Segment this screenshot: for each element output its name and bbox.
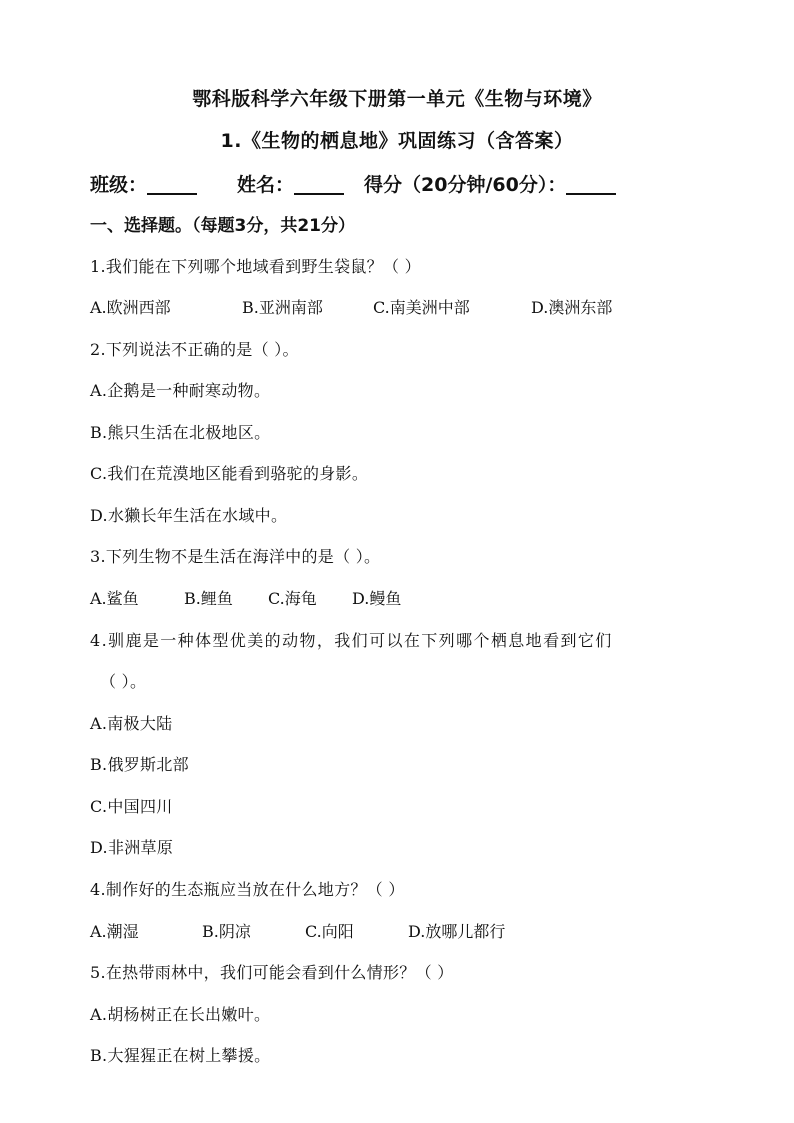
page-title: 鄂科版科学六年级下册第一单元《生物与环境》 bbox=[192, 88, 602, 110]
option: C.海龟 bbox=[268, 589, 317, 608]
option: A.潮湿 bbox=[90, 922, 139, 941]
option: C.中国四川 bbox=[90, 797, 173, 816]
score-blank bbox=[566, 175, 616, 195]
option: A.企鹅是一种耐寒动物。 bbox=[90, 381, 271, 400]
option: D.水獭长年生活在水域中。 bbox=[90, 506, 288, 525]
option: A.欧洲西部 bbox=[90, 298, 171, 317]
question-stem: 4.驯鹿是一种体型优美的动物，我们可以在下列哪个栖息地看到它们 bbox=[90, 631, 613, 650]
option: C.我们在荒漠地区能看到骆驼的身影。 bbox=[90, 464, 369, 483]
student-info-row bbox=[90, 170, 616, 197]
question-stem: 5.在热带雨林中，我们可能会看到什么情形？（ ） bbox=[90, 963, 454, 982]
question-stem: 1.我们能在下列哪个地域看到野生袋鼠？（ ） bbox=[90, 257, 421, 276]
option: D.非洲草原 bbox=[90, 838, 174, 857]
option: D.澳洲东部 bbox=[531, 298, 613, 317]
option: B.阴凉 bbox=[202, 922, 251, 941]
question-stem: 4.制作好的生态瓶应当放在什么地方？（ ） bbox=[90, 880, 405, 899]
option: A.鲨鱼 bbox=[90, 589, 139, 608]
option: B.鲤鱼 bbox=[184, 589, 233, 608]
option: A.胡杨树正在长出嫩叶。 bbox=[90, 1005, 271, 1024]
option: B.俄罗斯北部 bbox=[90, 755, 189, 774]
name-label: 姓名： bbox=[237, 174, 295, 196]
option: B.大猩猩正在树上攀援。 bbox=[90, 1046, 271, 1065]
option: C.向阳 bbox=[305, 922, 354, 941]
page-subtitle: 1.《生物的栖息地》巩固练习（含答案） bbox=[220, 130, 574, 152]
question-stem-continuation: （ ）。 bbox=[100, 672, 147, 691]
option: D.放哪儿都行 bbox=[408, 922, 506, 941]
section-heading: 一、选择题。（每题3分，共21分） bbox=[90, 216, 355, 236]
question-stem: 3.下列生物不是生活在海洋中的是（ ）。 bbox=[90, 547, 381, 566]
question-stem: 2.下列说法不正确的是（ ）。 bbox=[90, 340, 299, 359]
option: A.南极大陆 bbox=[90, 714, 173, 733]
name-blank bbox=[294, 175, 344, 195]
option: B.亚洲南部 bbox=[242, 298, 323, 317]
option: C.南美洲中部 bbox=[373, 298, 470, 317]
score-label: 得分（20分钟/60分）： bbox=[364, 174, 567, 196]
class-label: 班级： bbox=[90, 174, 148, 196]
class-blank bbox=[147, 175, 197, 195]
option: B.熊只生活在北极地区。 bbox=[90, 423, 271, 442]
option: D.鳗鱼 bbox=[352, 589, 402, 608]
